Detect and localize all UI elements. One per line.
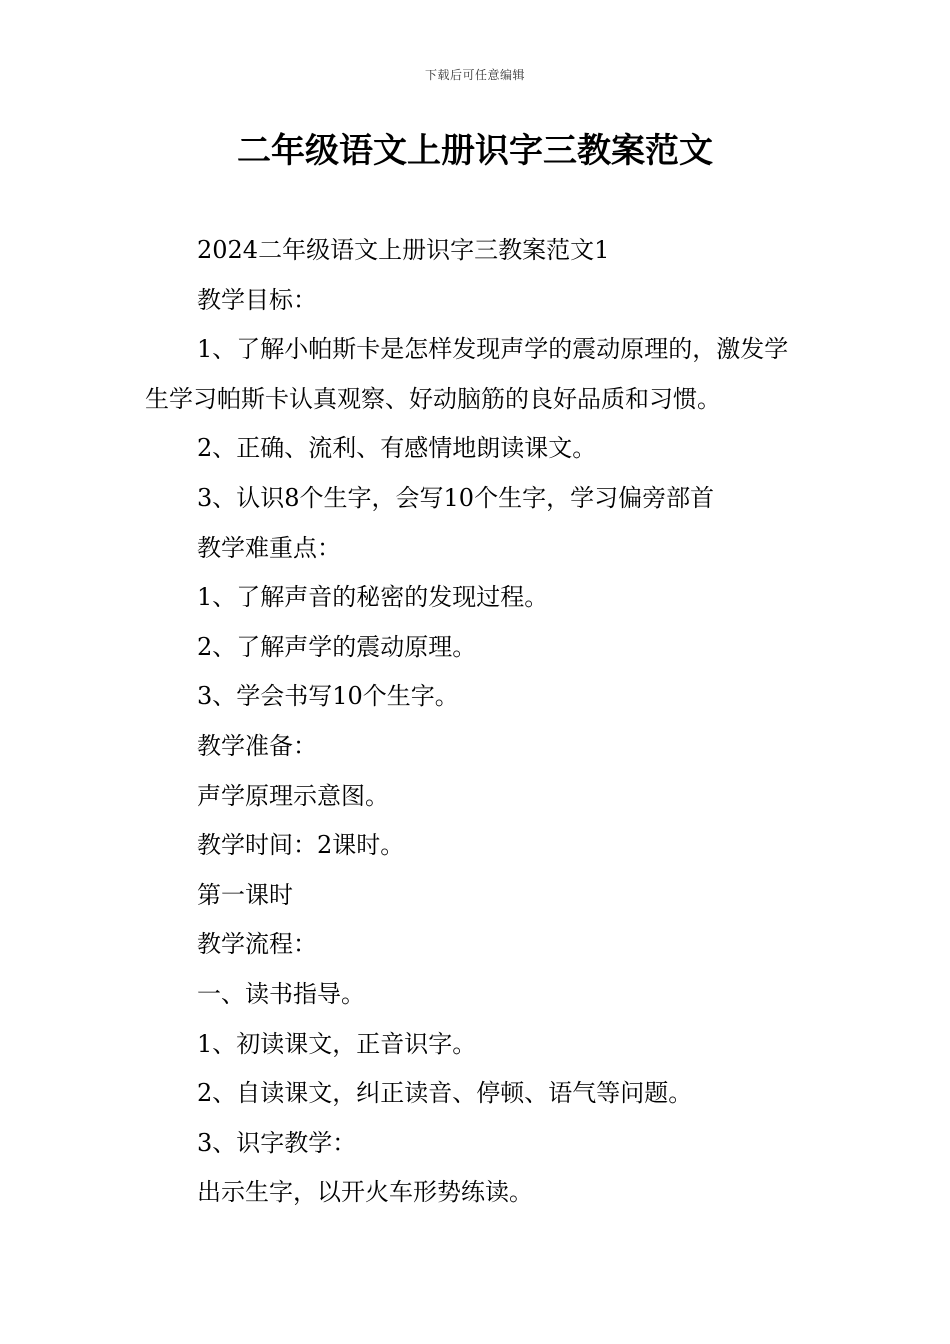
paragraph-process-heading: 教学流程： — [197, 930, 317, 959]
paragraph-time: 教学时间：2课时。 — [197, 831, 405, 860]
header-note: 下载后可任意编辑 — [424, 68, 525, 82]
paragraph-goal-1: 1、了解小帕斯卡是怎样发现声学的震动原理的，激发学生学习帕斯卡认真观察、好动脑筋的良好品质和习惯。 — [145, 335, 789, 413]
document-title: 二年级语文上册识字三教案范文 — [237, 131, 713, 171]
paragraph-goal-3: 3、认识8个生字，会写10个生字，学习偏旁部首 — [197, 483, 715, 512]
paragraph-difficulty-2: 2、了解声学的震动原理。 — [197, 632, 477, 661]
paragraph-difficulty-3: 3、学会书写10个生字。 — [197, 682, 459, 711]
document-body — [145, 226, 810, 1218]
paragraph-step-3: 3、识字教学： — [197, 1128, 357, 1157]
paragraph-difficulties-heading: 教学难重点： — [197, 533, 341, 562]
paragraph-step-3-detail: 出示生字，以开火车形势练读。 — [197, 1178, 533, 1207]
paragraph-goals-heading: 教学目标： — [197, 285, 317, 314]
paragraph-preparation: 声学原理示意图。 — [197, 781, 389, 810]
paragraph-step-2: 2、自读课文，纠正读音、停顿、语气等问题。 — [197, 1079, 693, 1108]
paragraph-preparation-heading: 教学准备： — [197, 731, 317, 760]
paragraph-subtitle: 2024二年级语文上册识字三教案范文1 — [197, 236, 610, 264]
paragraph-goal-2: 2、正确、流利、有感情地朗读课文。 — [197, 434, 597, 463]
paragraph-first-lesson: 第一课时 — [197, 880, 293, 909]
paragraph-step-1: 1、初读课文，正音识字。 — [197, 1029, 477, 1058]
paragraph-step-heading: 一、读书指导。 — [197, 979, 365, 1008]
paragraph-difficulty-1: 1、了解声音的秘密的发现过程。 — [197, 583, 549, 612]
